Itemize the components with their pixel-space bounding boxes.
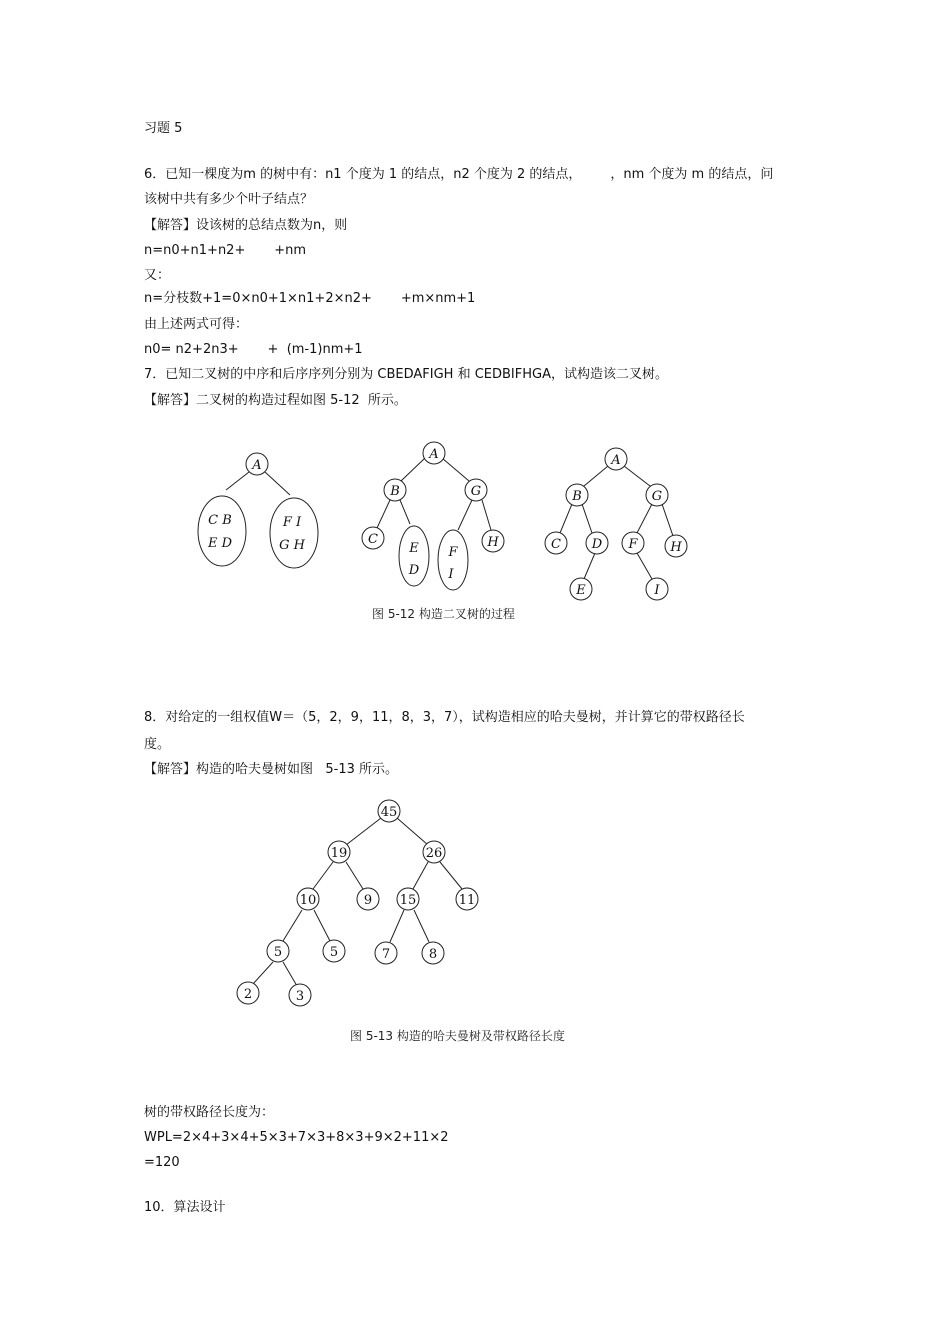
fig512b-node-C: C: [368, 532, 378, 547]
answer-6-equation-3: n0= n2+2n3+ + (m-1)nm+1: [144, 342, 363, 357]
fig512b-node-H: H: [487, 535, 499, 550]
huffman-node-45: 45: [380, 805, 398, 820]
answer-8: 【解答】构造的哈夫曼树如图 5-13 所示。: [144, 762, 399, 777]
answer-6-derive: 由上述两式可得：: [144, 317, 249, 332]
section-heading: 习题 5: [144, 121, 183, 136]
wpl-equation: WPL=2×4+3×4+5×3+7×3+8×3+9×2+11×2: [144, 1130, 449, 1145]
question-10-heading: 10．算法设计: [144, 1200, 226, 1215]
answer-6-equation-1: n=n0+n1+n2+ +nm: [144, 243, 307, 258]
huffman-node-5-leaf: 5: [329, 945, 339, 960]
fig512a-node-A: A: [252, 458, 262, 473]
fig512c-node-D: D: [591, 537, 603, 552]
answer-7: 【解答】二叉树的构造过程如图 5-12 所示。: [144, 393, 407, 408]
question-6-line-1: 6．已知一棵度为m 的树中有：n1 个度为 1 的结点，n2 个度为 2 的结点， ，nm 个度为 m 的结点，问: [144, 167, 774, 182]
huffman-node-3: 3: [295, 989, 305, 1004]
huffman-node-5-internal: 5: [273, 945, 283, 960]
huffman-node-10: 10: [299, 893, 317, 908]
answer-6-intro: 【解答】设该树的总结点数为n，则: [144, 218, 348, 233]
huffman-node-2: 2: [243, 987, 253, 1002]
fig512c-node-A: A: [611, 453, 621, 468]
fig512b-set-ed-line2: D: [408, 563, 420, 578]
huffman-node-26: 26: [425, 846, 443, 861]
fig512a-right-set-line1: F I: [282, 515, 302, 530]
huffman-node-7: 7: [381, 947, 391, 962]
huffman-node-19: 19: [330, 846, 348, 861]
figure-5-13-caption: 图 5-13 构造的哈夫曼树及带权路径长度: [350, 1029, 565, 1043]
huffman-node-11: 11: [458, 893, 476, 908]
fig512c-node-C: C: [551, 537, 561, 552]
fig512b-node-B: B: [390, 484, 400, 499]
question-6-line-2: 该树中共有多少个叶子结点？: [144, 192, 314, 207]
wpl-label: 树的带权路径长度为：: [144, 1105, 275, 1120]
wpl-result: =120: [144, 1155, 180, 1170]
answer-6-equation-2: n=分枝数+1=0×n0+1×n1+2×n2+ +m×nm+1: [144, 291, 476, 306]
fig512b-set-ed-line1: E: [409, 541, 419, 556]
huffman-node-8: 8: [428, 947, 438, 962]
fig512b-node-G: G: [470, 484, 482, 499]
fig512b-set-fi-line1: F: [448, 545, 458, 560]
fig512a-left-set-line1: C B: [208, 513, 232, 528]
question-8-line-1: 8．对给定的一组权值W＝（5，2，9，11，8，3，7），试构造相应的哈夫曼树，并计算它的带权路径长: [144, 710, 745, 725]
fig512a-left-set-line2: E D: [207, 536, 233, 551]
fig512c-node-B: B: [572, 489, 582, 504]
question-8-line-2: 度。: [144, 737, 171, 752]
question-7-line-1: 7．已知二叉树的中序和后序序列分别为 CBEDAFIGH 和 CEDBIFHGA，试构造该二叉树。: [144, 367, 668, 382]
fig512c-node-H: H: [670, 540, 682, 555]
fig512b-set-fi-line2: I: [448, 567, 454, 582]
fig512c-node-F: F: [628, 537, 638, 552]
figure-5-12-caption: 图 5-12 构造二叉树的过程: [372, 607, 515, 621]
fig512b-node-A: A: [429, 447, 439, 462]
fig512c-node-G: G: [651, 489, 663, 504]
huffman-node-9: 9: [363, 893, 373, 908]
huffman-node-15: 15: [399, 893, 417, 908]
answer-6-you: 又：: [144, 268, 171, 283]
fig512c-node-E: E: [576, 583, 586, 598]
fig512a-right-set-line2: G H: [279, 538, 305, 553]
figure-5-12: [190, 436, 710, 604]
fig512c-node-I: I: [654, 583, 660, 598]
figure-5-13: [225, 795, 500, 1015]
